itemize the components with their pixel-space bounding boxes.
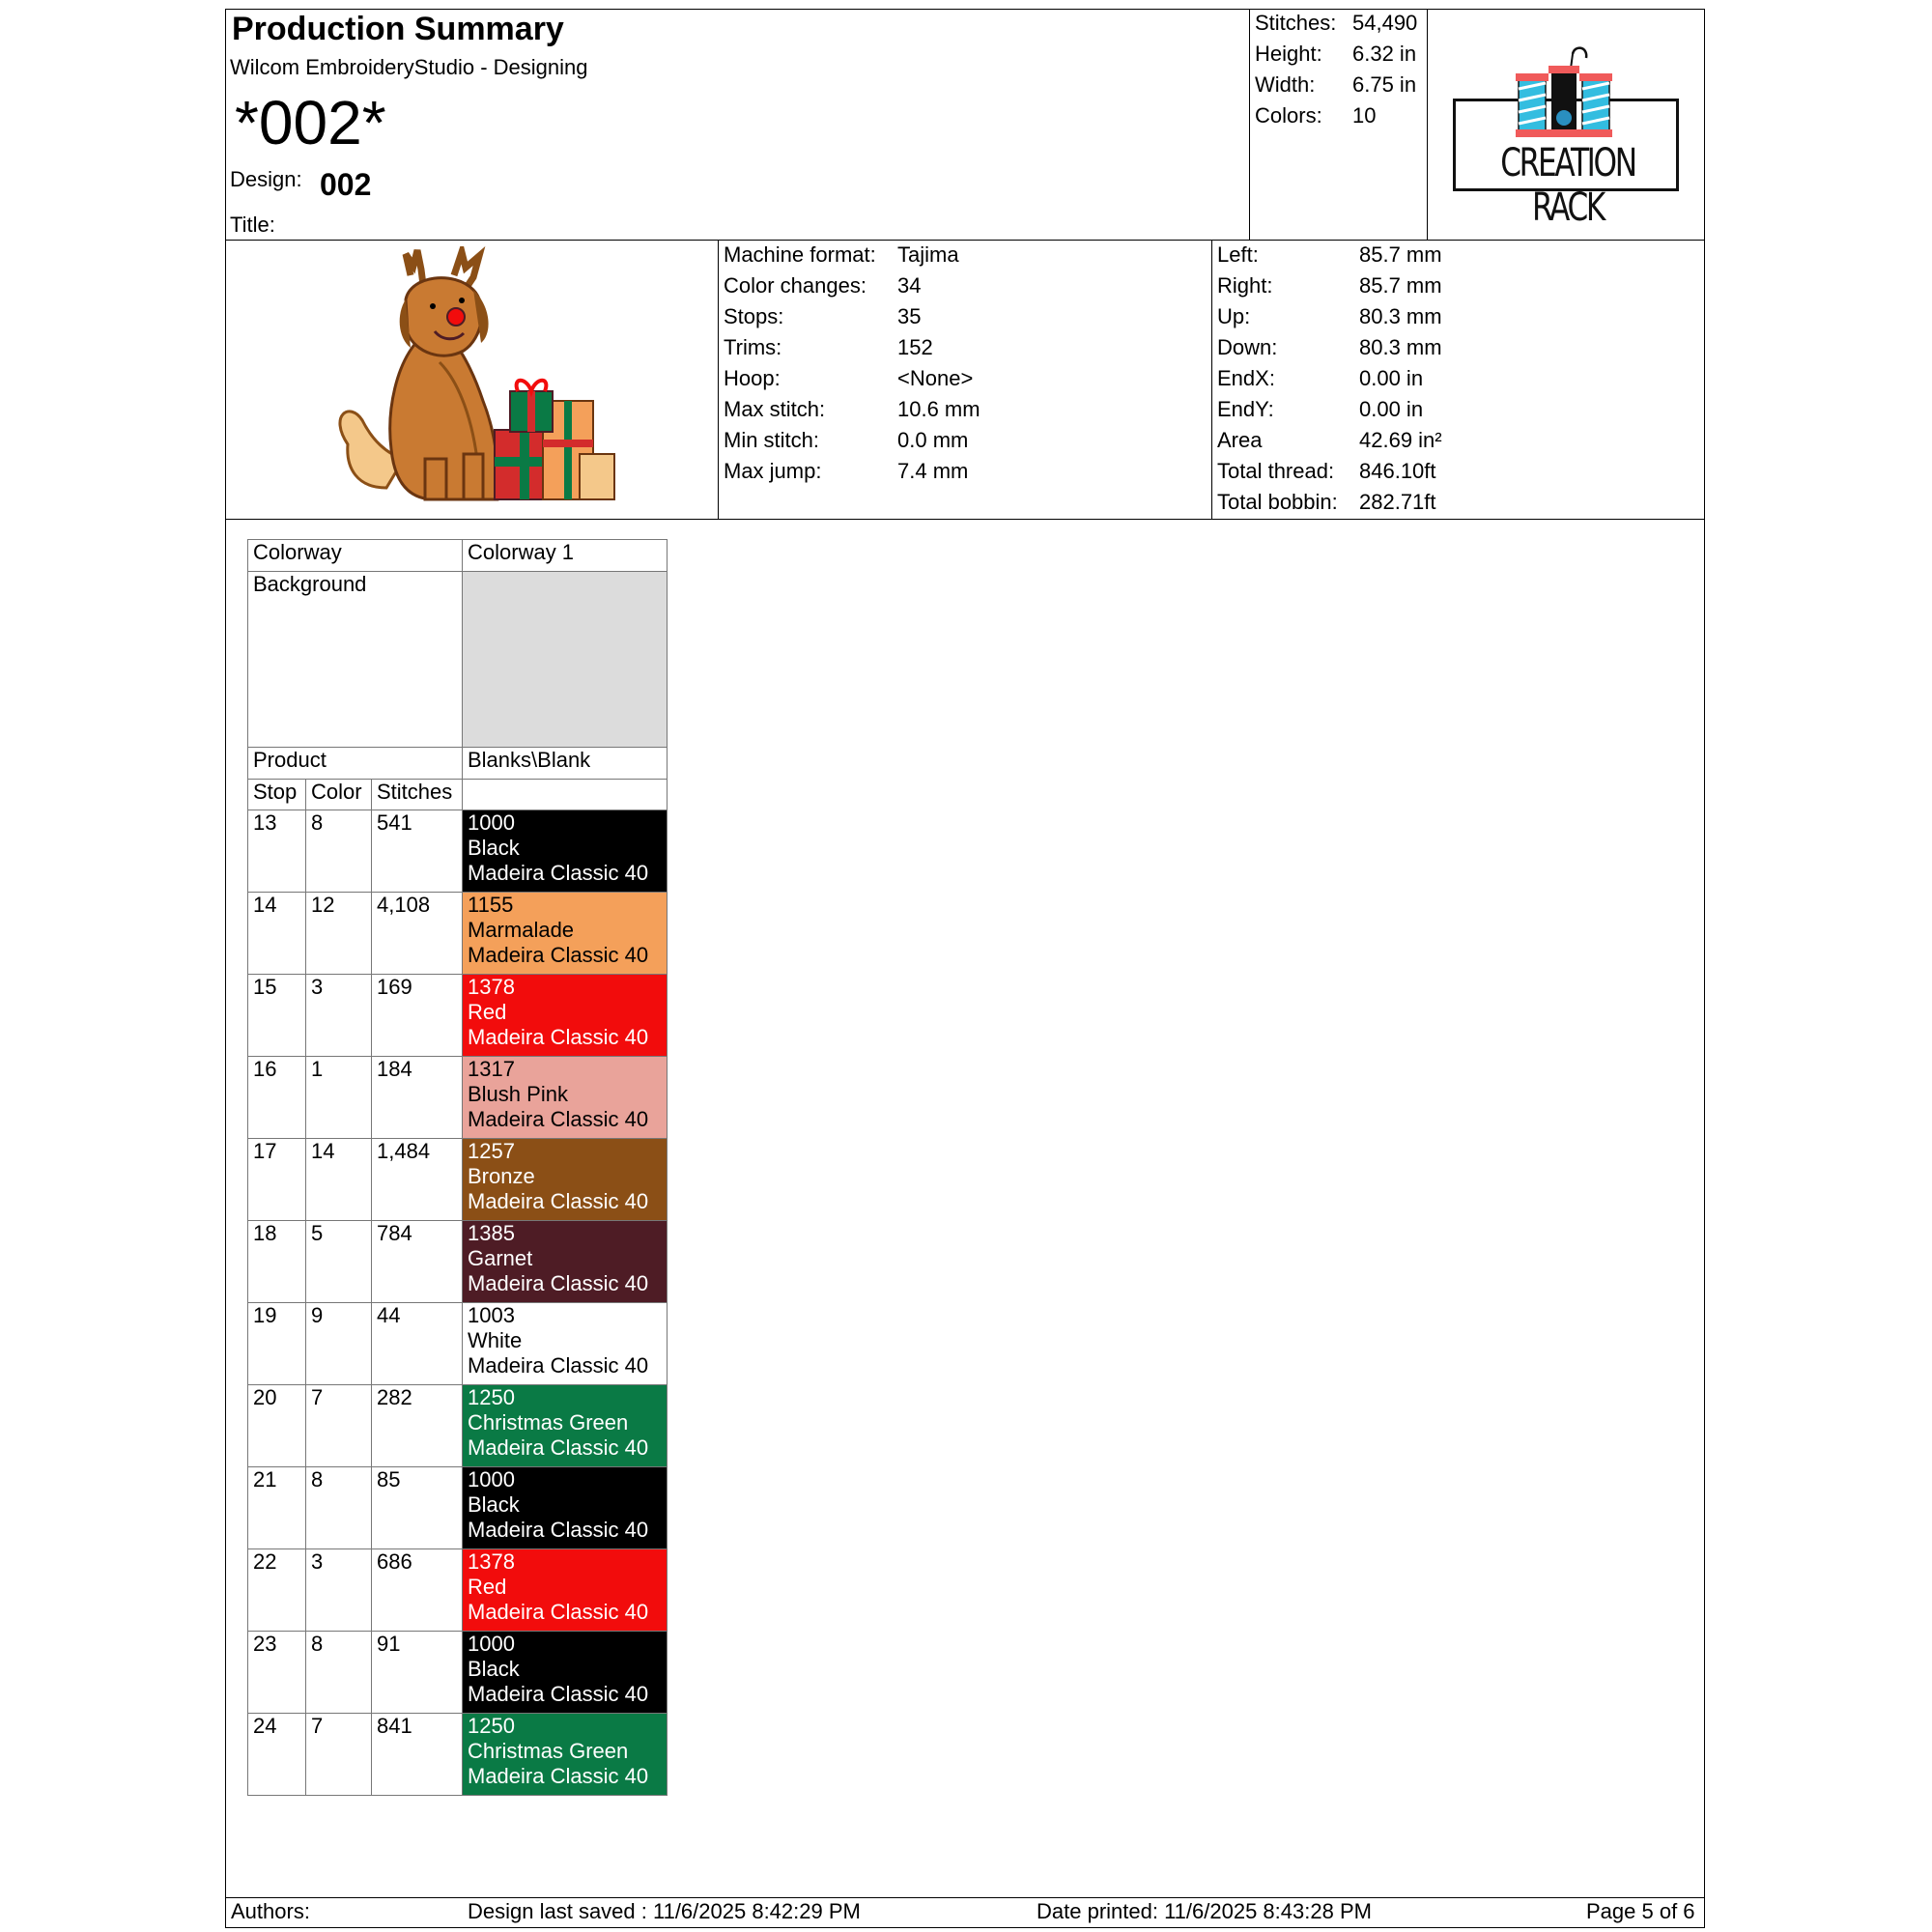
thread-name: Blush Pink	[468, 1082, 568, 1106]
machine-info-value: <None>	[897, 366, 974, 390]
summary-stat-value: 10	[1352, 103, 1377, 128]
extent-info-value: 0.00 in	[1359, 366, 1424, 390]
thread-code: 1000	[468, 1467, 515, 1492]
app-name: Wilcom EmbroideryStudio - Designing	[230, 55, 588, 79]
summary-divider	[1249, 9, 1250, 240]
logo-text: CREATION RACK	[1500, 141, 1635, 230]
table-row	[248, 1057, 668, 1139]
machine-info-value: 10.6 mm	[897, 397, 980, 421]
cell-color: 8	[306, 1632, 372, 1714]
thread-swatch	[463, 975, 668, 1057]
cell-color: 3	[306, 975, 372, 1057]
thread-code: 1155	[468, 893, 514, 917]
table-row	[248, 1714, 668, 1796]
extent-info-value: 85.7 mm	[1359, 273, 1442, 298]
extent-info-value: 80.3 mm	[1359, 304, 1442, 328]
cell-stitches: 1,484	[372, 1139, 463, 1221]
cell-stitches: 4,108	[372, 893, 463, 975]
cell-color: 1	[306, 1057, 372, 1139]
cell-color: 8	[306, 810, 372, 893]
table-row	[248, 1139, 668, 1221]
machine-info-value: 7.4 mm	[897, 459, 969, 483]
table-row	[248, 893, 668, 975]
footer-last-saved: Design last saved : 11/6/2025 8:42:29 PM	[468, 1899, 861, 1923]
cell-stop: 22	[248, 1549, 306, 1632]
thread-brand: Madeira Classic 40	[468, 1764, 649, 1788]
table-row	[248, 1221, 668, 1303]
thread-brand: Madeira Classic 40	[468, 1353, 649, 1378]
footer-authors: Authors:	[231, 1899, 310, 1923]
summary-stat-label: Height:	[1255, 42, 1322, 66]
extent-info-label: Left:	[1217, 242, 1259, 267]
thread-swatch	[463, 1057, 668, 1139]
cell-stitches: 85	[372, 1467, 463, 1549]
thread-name: Christmas Green	[468, 1410, 629, 1435]
thread-name: Garnet	[468, 1246, 533, 1270]
cell-stop: 24	[248, 1714, 306, 1796]
thread-swatch	[463, 1385, 668, 1467]
cell-stop: 15	[248, 975, 306, 1057]
thread-code: 1000	[468, 1632, 515, 1656]
thread-name: Marmalade	[468, 918, 575, 942]
extent-info-value: 42.69 in²	[1359, 428, 1442, 452]
design-label: Design:	[230, 167, 302, 191]
thread-code: 1000	[468, 810, 515, 835]
cell-color: 9	[306, 1303, 372, 1385]
machine-info-label: Stops:	[724, 304, 784, 328]
cell-stitches: 169	[372, 975, 463, 1057]
column-header-stitches: Stitches	[372, 780, 463, 810]
column-header-thread	[463, 780, 668, 810]
cell-stop: 23	[248, 1632, 306, 1714]
thread-swatch	[463, 1221, 668, 1303]
summary-stat-label: Stitches:	[1255, 11, 1337, 35]
extent-info-value: 85.7 mm	[1359, 242, 1442, 267]
page-title: Production Summary	[232, 11, 564, 47]
column-header-stop: Stop	[248, 780, 306, 810]
extent-info-label: EndX:	[1217, 366, 1275, 390]
thread-swatch	[463, 1632, 668, 1714]
cell-stitches: 282	[372, 1385, 463, 1467]
thread-swatch	[463, 1714, 668, 1796]
thread-swatch	[463, 1549, 668, 1632]
extent-info-label: Down:	[1217, 335, 1278, 359]
column-header-color: Color	[306, 780, 372, 810]
table-row	[248, 1467, 668, 1549]
thread-code: 1385	[468, 1221, 515, 1245]
thread-code: 1003	[468, 1303, 515, 1327]
machine-info-value: 34	[897, 273, 922, 298]
cell-color: 7	[306, 1714, 372, 1796]
summary-stat-value: 54,490	[1352, 11, 1418, 35]
thread-swatch	[463, 810, 668, 893]
background-label: Background	[248, 572, 463, 748]
thread-brand: Madeira Classic 40	[468, 1025, 649, 1049]
machine-info-value: Tajima	[897, 242, 959, 267]
thread-brand: Madeira Classic 40	[468, 861, 649, 885]
thread-brand: Madeira Classic 40	[468, 1600, 649, 1624]
info-divider	[225, 519, 1705, 520]
thread-name: Black	[468, 836, 520, 860]
machine-info-label: Max jump:	[724, 459, 822, 483]
thread-brand: Madeira Classic 40	[468, 1682, 649, 1706]
thread-swatch	[463, 1303, 668, 1385]
background-swatch	[463, 572, 668, 748]
cell-stop: 21	[248, 1467, 306, 1549]
extent-info-label: EndY:	[1217, 397, 1274, 421]
machine-info-label: Max stitch:	[724, 397, 826, 421]
machine-info-value: 35	[897, 304, 922, 328]
machine-info-label: Hoop:	[724, 366, 781, 390]
preview-divider	[718, 240, 719, 519]
thread-code: 1378	[468, 975, 515, 999]
extent-info-value: 0.00 in	[1359, 397, 1424, 421]
colorway-label: Colorway	[248, 540, 463, 572]
header-divider	[225, 240, 1705, 241]
extent-info-label: Total thread:	[1217, 459, 1335, 483]
summary-stat-label: Width:	[1255, 72, 1316, 97]
design-preview-image	[328, 246, 618, 512]
cell-stitches: 841	[372, 1714, 463, 1796]
footer-divider	[225, 1897, 1705, 1898]
footer-date-printed: Date printed: 11/6/2025 8:43:28 PM	[1037, 1899, 1372, 1923]
summary-stat-value: 6.75 in	[1352, 72, 1417, 97]
thread-name: Black	[468, 1657, 520, 1681]
cell-color: 3	[306, 1549, 372, 1632]
extent-info-label: Right:	[1217, 273, 1273, 298]
machine-info-value: 0.0 mm	[897, 428, 969, 452]
design-barcode-text: *002*	[235, 88, 386, 157]
table-row	[248, 1385, 668, 1467]
cell-color: 12	[306, 893, 372, 975]
thread-swatch	[463, 1467, 668, 1549]
thread-code: 1250	[468, 1714, 515, 1738]
thread-name: Red	[468, 1575, 507, 1599]
machine-info-value: 152	[897, 335, 933, 359]
cell-stop: 17	[248, 1139, 306, 1221]
cell-stop: 16	[248, 1057, 306, 1139]
thread-name: Bronze	[468, 1164, 535, 1188]
extents-divider	[1211, 240, 1212, 519]
extent-info-label: Area	[1217, 428, 1263, 452]
thread-brand: Madeira Classic 40	[468, 1435, 649, 1460]
machine-info-label: Color changes:	[724, 273, 867, 298]
cell-stitches: 686	[372, 1549, 463, 1632]
extent-info-value: 846.10ft	[1359, 459, 1436, 483]
thread-brand: Madeira Classic 40	[468, 1271, 649, 1295]
extent-info-value: 282.71ft	[1359, 490, 1436, 514]
cell-stop: 18	[248, 1221, 306, 1303]
title-label: Title:	[230, 213, 275, 237]
cell-stop: 14	[248, 893, 306, 975]
summary-stat-value: 6.32 in	[1352, 42, 1417, 66]
cell-stitches: 784	[372, 1221, 463, 1303]
cell-color: 7	[306, 1385, 372, 1467]
thread-brand: Madeira Classic 40	[468, 1107, 649, 1131]
thread-swatch	[463, 1139, 668, 1221]
cell-stop: 19	[248, 1303, 306, 1385]
table-row	[248, 1632, 668, 1714]
thread-code: 1250	[468, 1385, 515, 1409]
machine-info-label: Min stitch:	[724, 428, 820, 452]
product-value: Blanks\Blank	[463, 748, 668, 780]
thread-spools-icon	[1507, 44, 1623, 139]
extent-info-label: Total bobbin:	[1217, 490, 1338, 514]
summary-stat-label: Colors:	[1255, 103, 1322, 128]
product-label: Product	[248, 748, 463, 780]
colorway-value: Colorway 1	[463, 540, 668, 572]
cell-color: 14	[306, 1139, 372, 1221]
thread-code: 1257	[468, 1139, 515, 1163]
thread-code: 1317	[468, 1057, 515, 1081]
cell-color: 5	[306, 1221, 372, 1303]
cell-color: 8	[306, 1467, 372, 1549]
cell-stop: 20	[248, 1385, 306, 1467]
thread-name: Black	[468, 1492, 520, 1517]
cell-stop: 13	[248, 810, 306, 893]
footer-page-number: Page 5 of 6	[1586, 1899, 1695, 1923]
logo-divider	[1427, 9, 1428, 240]
extent-info-label: Up:	[1217, 304, 1251, 328]
machine-info-label: Trims:	[724, 335, 782, 359]
thread-brand: Madeira Classic 40	[468, 943, 649, 967]
extent-info-value: 80.3 mm	[1359, 335, 1442, 359]
cell-stitches: 44	[372, 1303, 463, 1385]
design-value: 002	[320, 167, 372, 202]
thread-swatch	[463, 893, 668, 975]
thread-code: 1378	[468, 1549, 515, 1574]
machine-info-label: Machine format:	[724, 242, 876, 267]
table-row	[248, 1303, 668, 1385]
cell-stitches: 91	[372, 1632, 463, 1714]
cell-stitches: 541	[372, 810, 463, 893]
table-row	[248, 975, 668, 1057]
thread-brand: Madeira Classic 40	[468, 1189, 649, 1213]
thread-name: White	[468, 1328, 523, 1352]
colorway-table	[247, 539, 668, 1796]
thread-name: Christmas Green	[468, 1739, 629, 1763]
table-row	[248, 1549, 668, 1632]
cell-stitches: 184	[372, 1057, 463, 1139]
thread-brand: Madeira Classic 40	[468, 1518, 649, 1542]
thread-name: Red	[468, 1000, 507, 1024]
table-row	[248, 810, 668, 893]
